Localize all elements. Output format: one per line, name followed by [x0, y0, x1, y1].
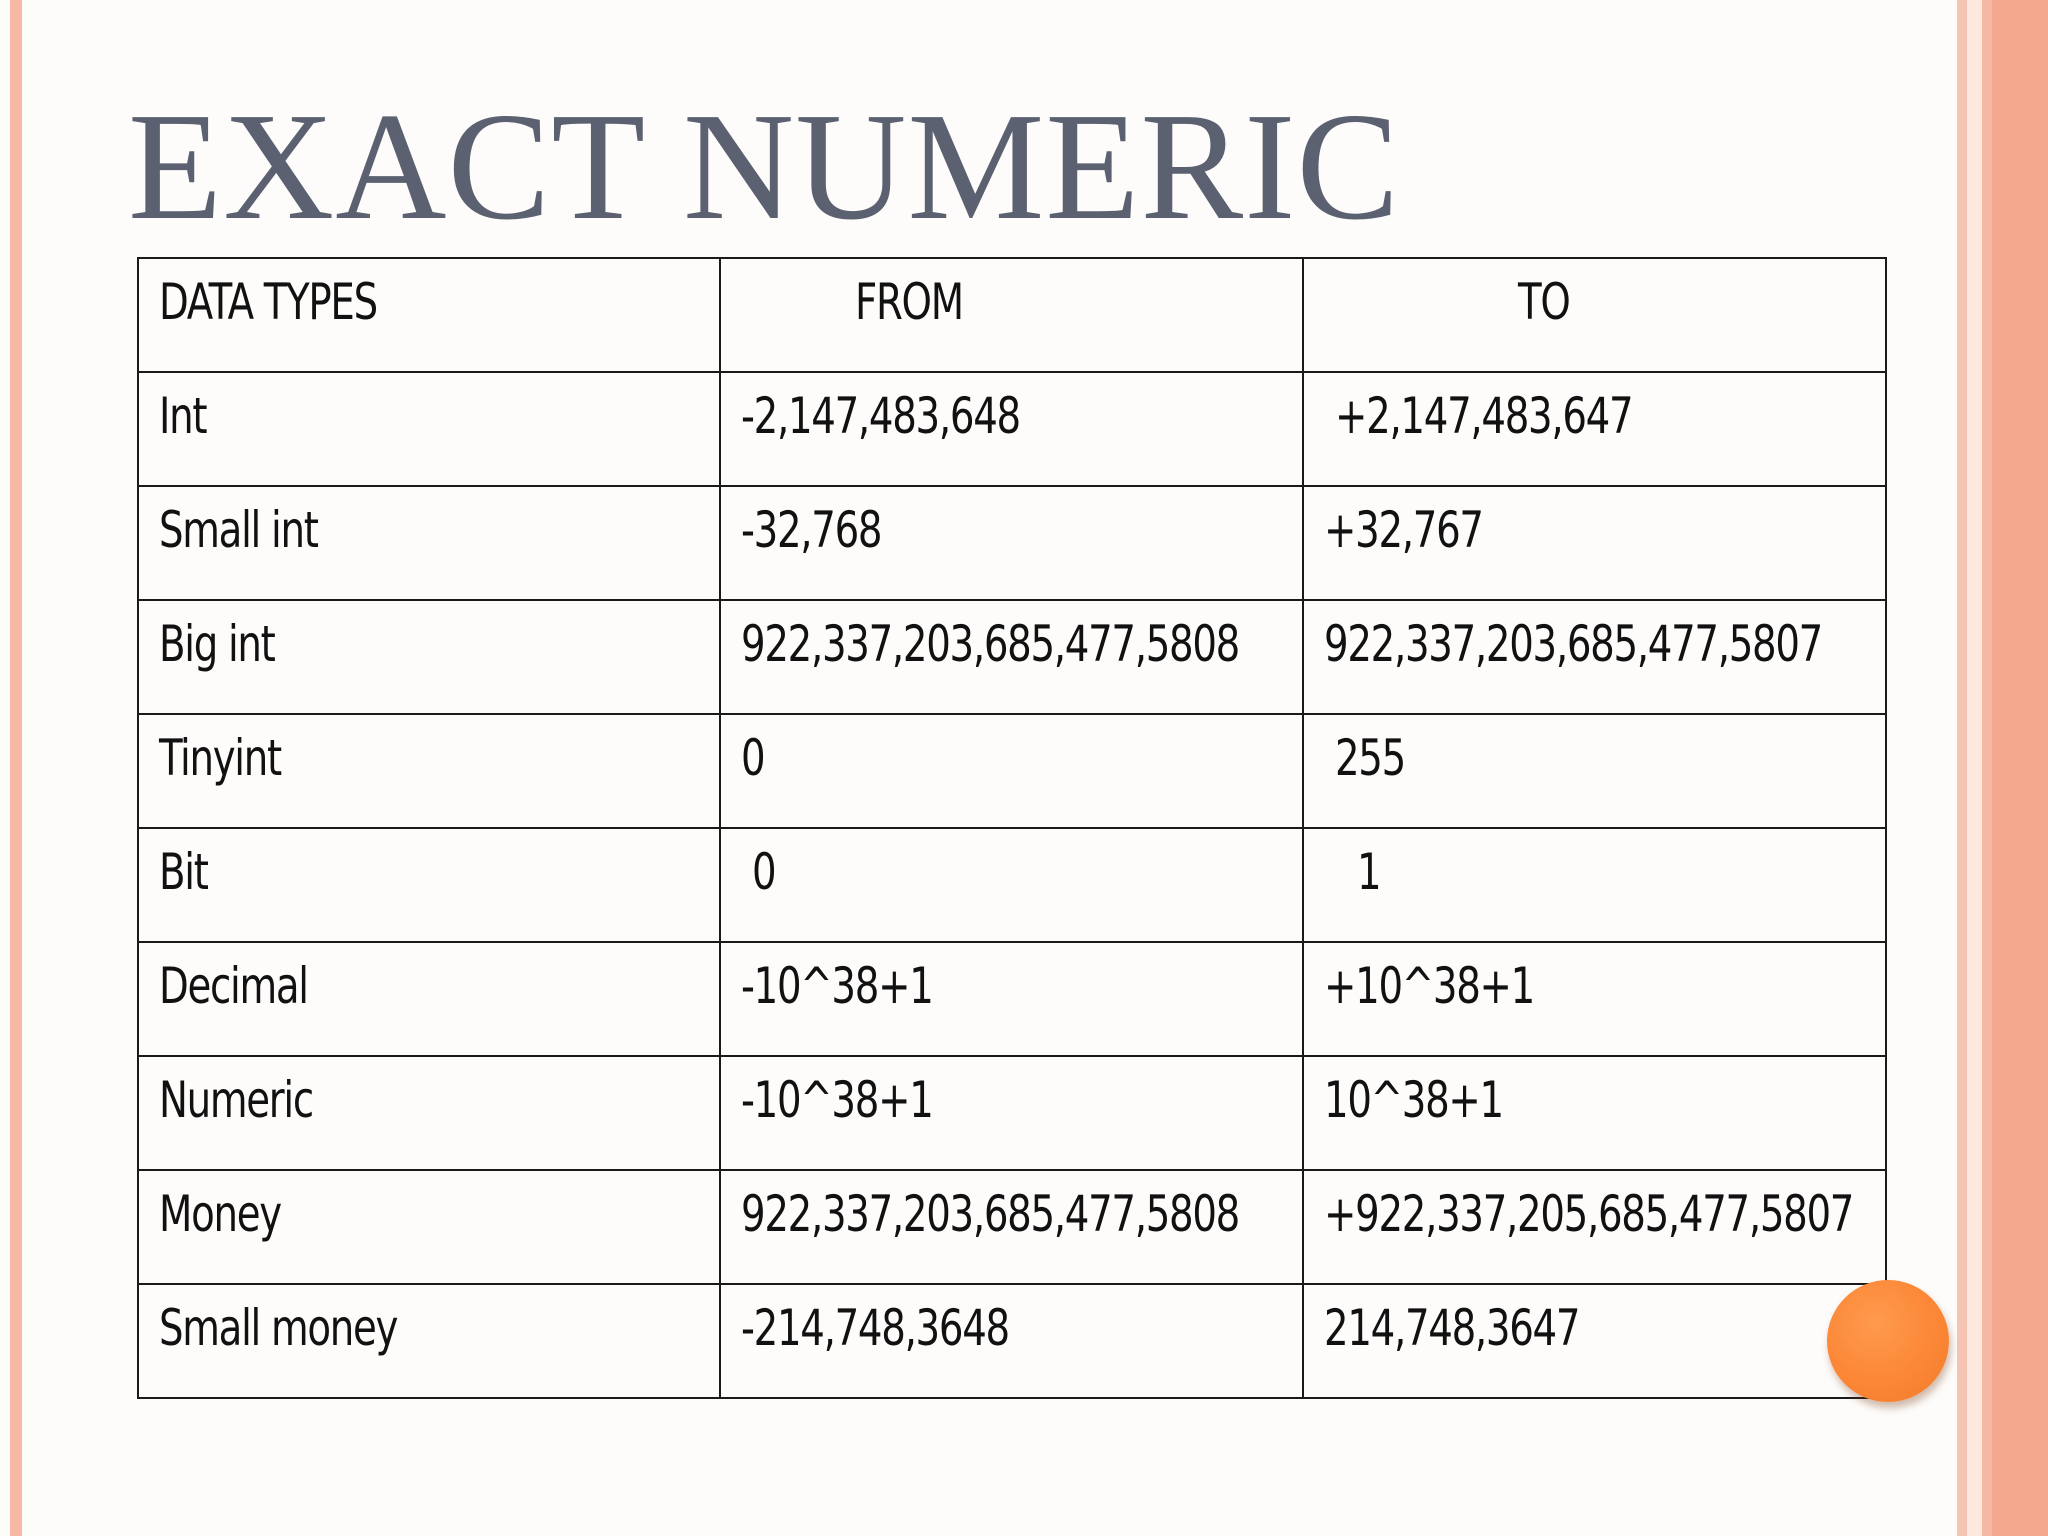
cell-from: -32,768	[720, 486, 1303, 600]
cell-to: 214,748,3647	[1303, 1284, 1886, 1398]
table-row	[138, 828, 1886, 942]
cell-from: -10^38+1	[720, 942, 1303, 1056]
table-row	[138, 372, 1886, 486]
cell-to: 922,337,203,685,477,5807	[1303, 600, 1886, 714]
cell-from: 922,337,203,685,477,5808	[720, 1170, 1303, 1284]
header-cell-to: TO	[1303, 258, 1886, 372]
cell-type: Small int	[138, 486, 720, 600]
header-cell-data-types: DATA TYPES	[138, 258, 720, 372]
cell-type: Small money	[138, 1284, 720, 1398]
cell-type: Bit	[138, 828, 720, 942]
cell-from: -10^38+1	[720, 1056, 1303, 1170]
slide-right-border-band	[1992, 0, 2048, 1536]
cell-type: Big int	[138, 600, 720, 714]
cell-type: Int	[138, 372, 720, 486]
slide-right-border-gap	[1967, 0, 1982, 1536]
table-row	[138, 1170, 1886, 1284]
cell-to: +10^38+1	[1303, 942, 1886, 1056]
cell-to: 10^38+1	[1303, 1056, 1886, 1170]
table-row	[138, 942, 1886, 1056]
slide-left-border	[10, 0, 22, 1536]
cell-to: 255	[1303, 714, 1886, 828]
table-header-row	[138, 258, 1886, 372]
table-row	[138, 714, 1886, 828]
cell-from: -2,147,483,648	[720, 372, 1303, 486]
table-row	[138, 486, 1886, 600]
cell-to: +2,147,483,647	[1303, 372, 1886, 486]
header-cell-from: FROM	[720, 258, 1303, 372]
cell-type: Tinyint	[138, 714, 720, 828]
table-row	[138, 1284, 1886, 1398]
cell-from: 922,337,203,685,477,5808	[720, 600, 1303, 714]
cell-from: -214,748,3648	[720, 1284, 1303, 1398]
slide-title: EXACT NUMERIC	[128, 82, 1401, 252]
table-row	[138, 600, 1886, 714]
numeric-types-table	[137, 257, 1887, 1399]
table-row	[138, 1056, 1886, 1170]
cell-to: +922,337,205,685,477,5807	[1303, 1170, 1886, 1284]
slide-right-border-stripe	[1957, 0, 1967, 1536]
cell-type: Decimal	[138, 942, 720, 1056]
decorative-orange-dot	[1827, 1280, 1949, 1402]
cell-to: +32,767	[1303, 486, 1886, 600]
cell-from: 0	[720, 828, 1303, 942]
cell-from: 0	[720, 714, 1303, 828]
cell-type: Numeric	[138, 1056, 720, 1170]
cell-to: 1	[1303, 828, 1886, 942]
slide-right-border-stripe	[1982, 0, 1992, 1536]
cell-type: Money	[138, 1170, 720, 1284]
